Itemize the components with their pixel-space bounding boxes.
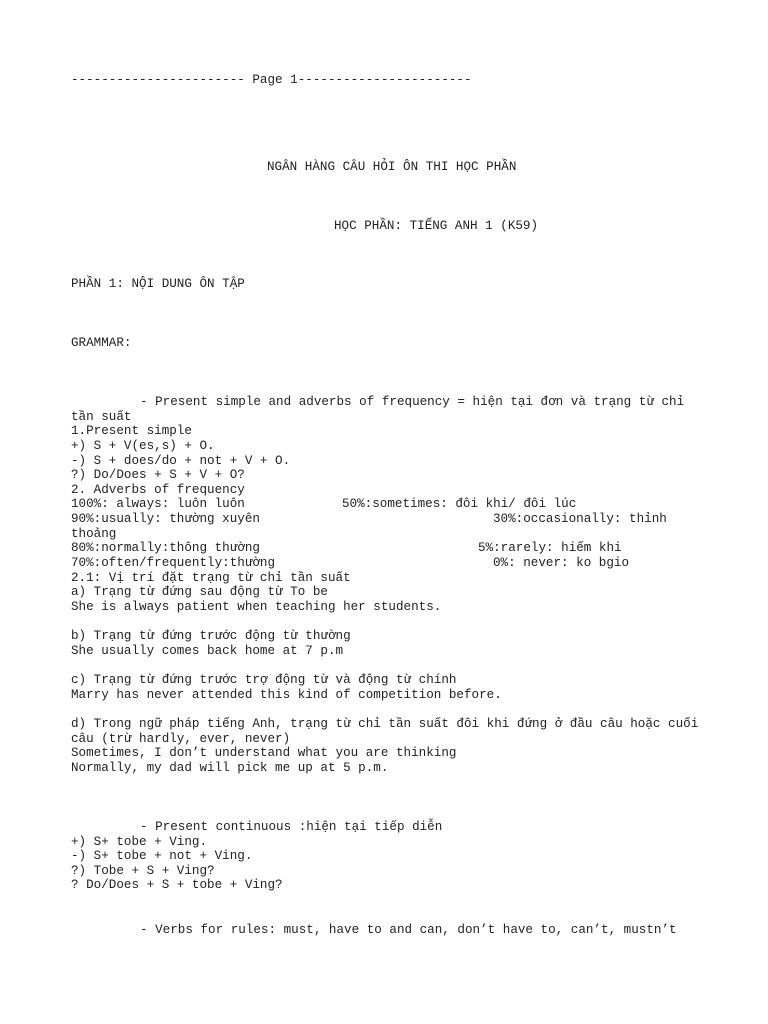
rule-d: d) Trong ngữ pháp tiếng Anh, trạng từ chỉ tần suất đôi khi đứng ở đầu câu hoặc cuối <box>71 717 699 731</box>
rule-b: b) Trạng từ đứng trước động từ thường <box>71 629 351 643</box>
text-line: +) S + V(es,s) + O. <box>71 439 215 453</box>
section-heading-cont: tần suất <box>71 410 132 424</box>
section-heading: - Present continuous :hiện tại tiếp diễn <box>140 820 443 834</box>
frequency-90: 90%:usually: thường xuyên <box>71 512 260 526</box>
course-name: HỌC PHẦN: TIẾNG ANH 1 (K59) <box>334 219 539 233</box>
frequency-30: 30%:occasionally: thỉnh <box>493 512 667 526</box>
example-d1: Sometimes, I don’t understand what you are thinking <box>71 746 457 760</box>
rule-c: c) Trạng từ đứng trước trợ động từ và động từ chính <box>71 673 457 687</box>
text-line: -) S+ tobe + not + Ving. <box>71 849 253 863</box>
section-heading: - Present simple and adverbs of frequency = hiện tại đơn và trạng từ chỉ <box>140 395 685 409</box>
frequency-70: 70%:often/frequently:thường <box>71 556 276 570</box>
frequency-50: 50%:sometimes: đôi khi/ đôi lúc <box>342 497 577 511</box>
part-heading: PHẦN 1: NỘI DUNG ÔN TẬP <box>71 277 245 291</box>
text-line: ?) Do/Does + S + V + O? <box>71 468 245 482</box>
grammar-heading: GRAMMAR: <box>71 336 132 350</box>
example-d2: Normally, my dad will pick me up at 5 p.m. <box>71 761 389 775</box>
frequency-30-cont: thoảng <box>71 527 117 541</box>
example-c: Marry has never attended this kind of competition before. <box>71 688 502 702</box>
text-line: 2. Adverbs of frequency <box>71 483 245 497</box>
text-line: ?) Tobe + S + Ving? <box>71 864 215 878</box>
text-line: ? Do/Does + S + tobe + Ving? <box>71 878 283 892</box>
rule-d-cont: câu (trừ hardly, ever, never) <box>71 732 291 746</box>
frequency-100: 100%: always: luôn luôn <box>71 497 245 511</box>
example-a: She is always patient when teaching her students. <box>71 600 442 614</box>
frequency-5: 5%:rarely: hiếm khi <box>478 541 622 555</box>
document-title: NGÂN HÀNG CÂU HỎI ÔN THI HỌC PHẦN <box>267 160 517 174</box>
text-line: 1.Present simple <box>71 424 192 438</box>
frequency-80: 80%:normally:thông thường <box>71 541 260 555</box>
subheading: 2.1: Vị trí đặt trạng từ chỉ tần suất <box>71 571 351 585</box>
section-heading: - Verbs for rules: must, have to and can, don’t have to, can’t, mustn’t <box>140 923 677 937</box>
page-marker: ----------------------- Page 1----------------------- <box>71 73 472 87</box>
frequency-0: 0%: never: ko bgio <box>493 556 630 570</box>
text-line: +) S+ tobe + Ving. <box>71 835 208 849</box>
text-line: -) S + does/do + not + V + O. <box>71 454 291 468</box>
rule-a: a) Trạng từ đứng sau động từ To be <box>71 585 328 599</box>
example-b: She usually comes back home at 7 p.m <box>71 644 344 658</box>
